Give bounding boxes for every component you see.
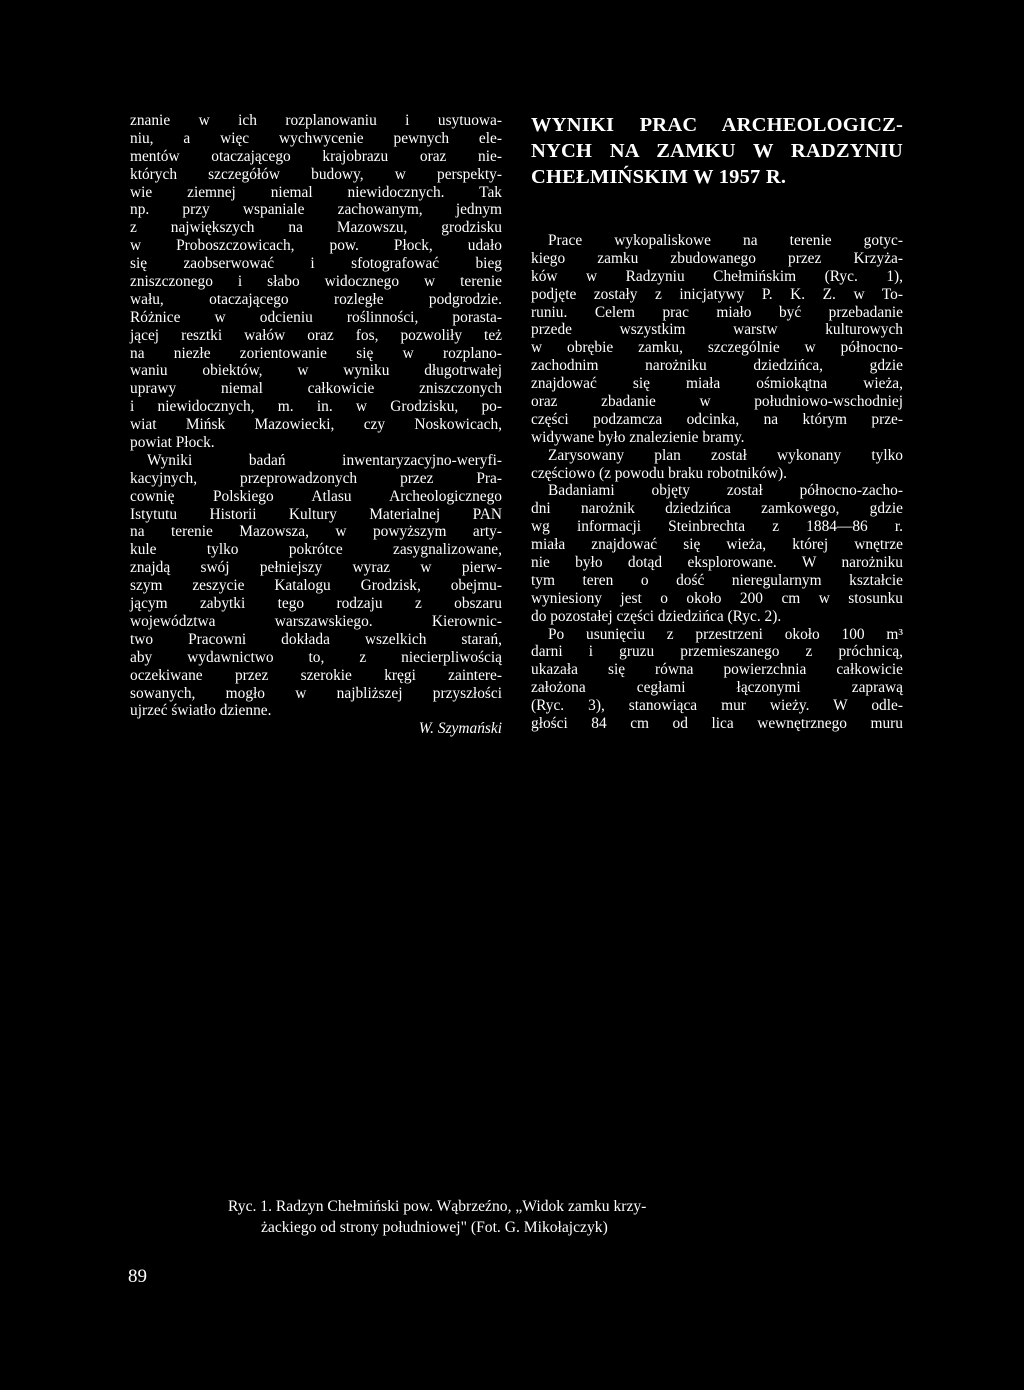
- text-line: wiat Mińsk Mazowiecki, czy Noskowicach,: [130, 416, 502, 434]
- left-text-column: [130, 112, 502, 738]
- title-line: CHEŁMIŃSKIM W 1957 R.: [531, 166, 787, 188]
- text-line: do pozostałej części dziedzińca (Ryc. 2).: [531, 607, 782, 625]
- text-line: sowanych, mogło w najbliższej przyszłości: [130, 684, 502, 702]
- text-line: głości 84 cm od lica wewnętrznego muru: [531, 715, 903, 733]
- caption-line: żackiego od strony południowej" (Fot. G. Mikołajczyk): [261, 1219, 608, 1236]
- text-line: nie było dotąd eksplorowane. W narożniku: [531, 554, 903, 572]
- text-line: wie ziemnej niemal niewidocznych. Tak: [130, 183, 502, 201]
- figure-caption: [228, 1196, 828, 1238]
- text-line: mentów otaczającego krajobrazu oraz nie-: [130, 147, 502, 165]
- text-line: dni narożnik dziedzińca zamkowego, gdzie: [531, 500, 903, 518]
- text-line: na terenie Mazowsza, w powyższym arty-: [130, 523, 502, 541]
- text-line: aby wydawnictwo to, z niecierpliwością: [130, 648, 502, 666]
- text-line: runiu. Celem prac miało być przebadanie: [531, 303, 903, 321]
- text-line: miała znajdować się wieża, której wnętrze: [531, 536, 903, 554]
- text-line: Prace wykopaliskowe na terenie gotyc-: [548, 232, 903, 249]
- text-line: jącym zabytki tego rodzaju z obszaru: [130, 595, 502, 613]
- text-line: się zaobserwować i sfotografować bieg: [130, 255, 502, 273]
- title-line: WYNIKI PRAC ARCHEOLOGICZ-: [531, 114, 903, 136]
- text-line: założona cegłami łączonymi zaprawą: [531, 679, 903, 697]
- caption-line: Ryc. 1. Radzyn Chełmiński pow. Wąbrzeźno, „Widok zamku krzy-: [228, 1198, 647, 1215]
- text-line: z największych na Mazowszu, grodzisku: [130, 219, 502, 237]
- text-line: zniszczonego i słabo widocznego w terenie: [130, 273, 502, 291]
- text-line: Zarysowany plan został wykonany tylko: [548, 446, 903, 464]
- text-line: oraz zbadanie w południowo-wschodniej: [531, 393, 903, 411]
- text-line: darni i gruzu przemieszanego z próchnicą,: [531, 643, 903, 661]
- text-line: ków w Radzyniu Chełmińskim (Ryc. 1),: [531, 267, 903, 285]
- text-line: i niewidocznych, m. in. w Grodzisku, po-: [130, 398, 502, 416]
- text-line: przede wszystkim warstw kulturowych: [531, 321, 903, 339]
- text-line: Różnice w odcieniu roślinności, porasta-: [130, 308, 502, 326]
- text-line: w obrębie zamku, szczególnie w północno-: [531, 339, 903, 357]
- text-line: (Ryc. 3), stanowiąca mur wieży. W odle-: [531, 697, 903, 715]
- text-line: wg informacji Steinbrechta z 1884—86 r.: [531, 518, 903, 536]
- text-line: kiego zamku zbudowanego przez Krzyża-: [531, 249, 903, 267]
- text-line: części podzamcza odcinka, na którym prze-: [531, 410, 903, 428]
- text-line: cownię Polskiego Atlasu Archeologicznego: [130, 487, 502, 505]
- text-line: jącej resztki wałów oraz fos, pozwoliły też: [130, 326, 502, 344]
- text-line: two Pracowni dokłada wszelkich starań,: [130, 630, 502, 648]
- text-line: podjęte zostały z inicjatywy P. K. Z. w To-: [531, 285, 903, 303]
- right-text-column: [531, 112, 903, 733]
- text-line: ujrzeć światło dzienne.: [130, 702, 272, 720]
- text-line: w Proboszczowicach, pow. Płock, udało: [130, 237, 502, 255]
- text-line: np. przy wspaniale zachowanym, jednym: [130, 201, 502, 219]
- text-line: Po usunięciu z przestrzeni około 100 m³: [548, 625, 903, 643]
- text-line: Istytutu Historii Kultury Materialnej PAN: [130, 505, 502, 523]
- text-line: wału, otaczającego rozległe podgrodzie.: [130, 290, 502, 308]
- title-line: NYCH NA ZAMKU W RADZYNIU: [531, 140, 903, 162]
- text-line: widywane było znalezienie bramy.: [531, 428, 745, 446]
- text-line: częściowo (z powodu braku robotników).: [531, 464, 788, 482]
- page-number: 89: [128, 1266, 147, 1287]
- text-line: znanie w ich rozplanowaniu i usytuowa-: [130, 112, 502, 129]
- text-line: zachodnim narożniku dziedzińca, gdzie: [531, 357, 903, 375]
- text-line: tym teren o dość nieregularnym kształcie: [531, 571, 903, 589]
- text-line: szym zeszycie Katalogu Grodzisk, obejmu-: [130, 577, 502, 595]
- text-line: znajdą swój pełniejszy wyraz w pierw-: [130, 559, 502, 577]
- text-line: Wyniki badań inwentaryzacyjno-weryfi-: [147, 451, 502, 469]
- article-title: [531, 112, 903, 190]
- text-line: znajdować się miała ośmiokątna wieża,: [531, 375, 903, 393]
- text-line: oczekiwane przez szerokie kręgi zaintere-: [130, 666, 502, 684]
- text-line: kacyjnych, przeprowadzonych przez Pra-: [130, 469, 502, 487]
- text-line: uprawy niemal całkowicie zniszczonych: [130, 380, 502, 398]
- text-line: których szczegółów budowy, w perspekty-: [130, 165, 502, 183]
- text-line: ukazała się równa powierzchnia całkowicie: [531, 661, 903, 679]
- text-line: kule tylko pokrótce zasygnalizowane,: [130, 541, 502, 559]
- text-line: waniu obiektów, w wyniku długotrwałej: [130, 362, 502, 380]
- text-line: na niezłe zorientowanie się w rozplano-: [130, 344, 502, 362]
- text-line: wyniesiony jest o około 200 cm w stosunku: [531, 589, 903, 607]
- text-line: Badaniami objęty został północno-zacho-: [548, 482, 903, 500]
- text-line: niu, a więc wychwycenie pewnych ele-: [130, 129, 502, 147]
- text-line: powiat Płock.: [130, 434, 215, 452]
- author-signature: W. Szymański: [418, 720, 502, 738]
- text-line: województwa warszawskiego. Kierownic-: [130, 612, 502, 630]
